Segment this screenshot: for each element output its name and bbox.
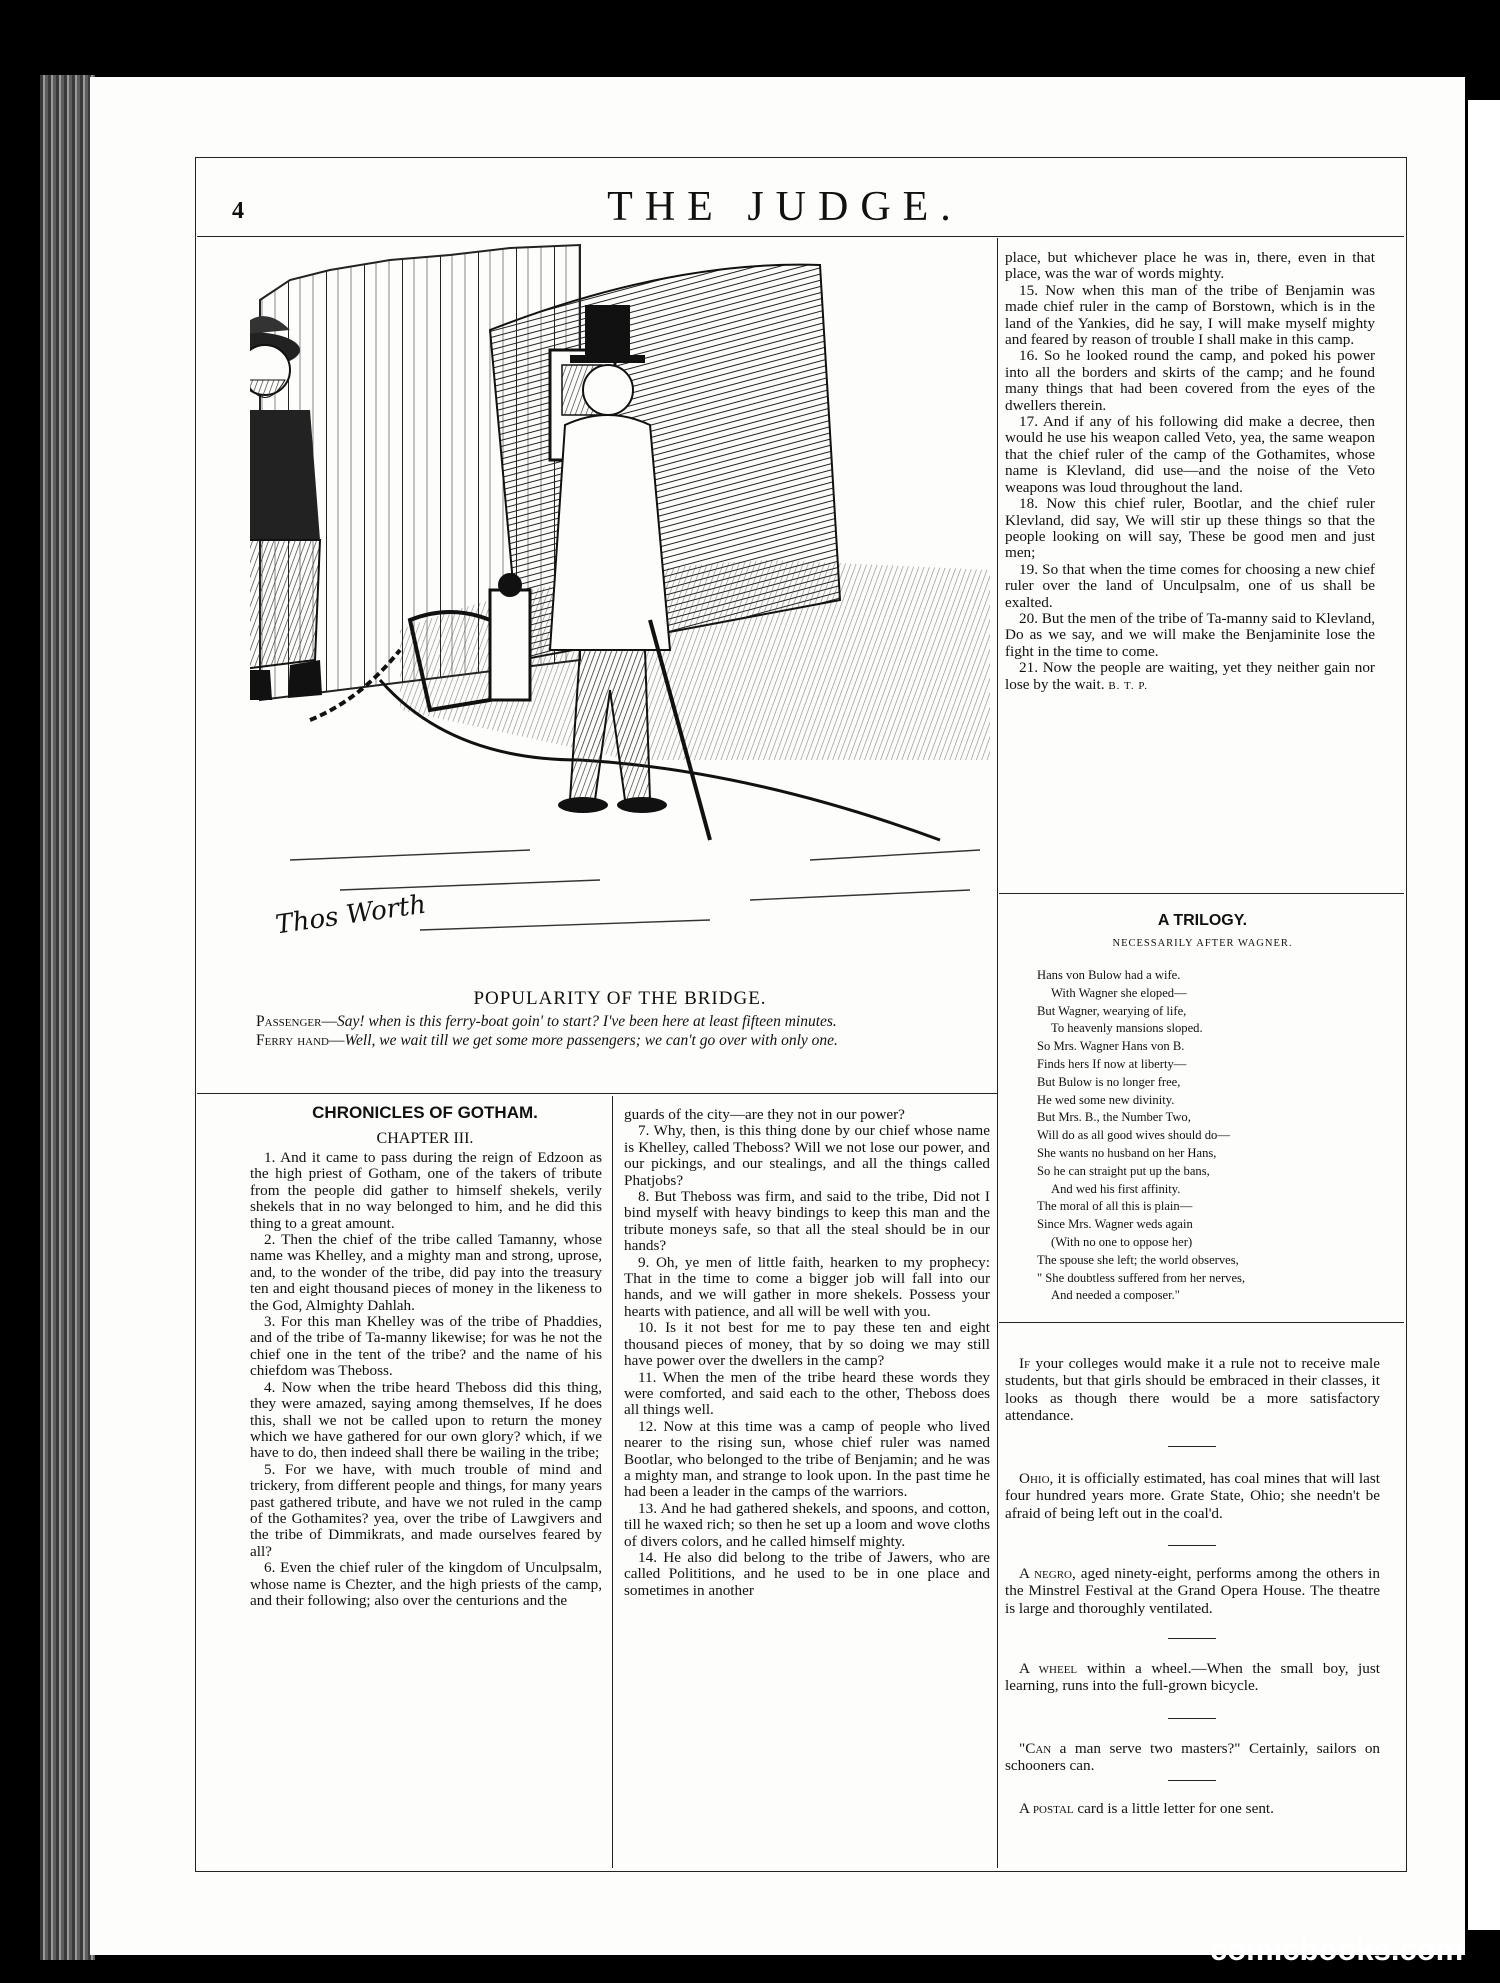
paragraph: guards of the city—are they not in our power? xyxy=(624,1106,905,1123)
ferryhand-line: Well, we wait till we get some more passengers; we can't go over with only one. xyxy=(344,1032,838,1049)
paragraph-text: within a wheel.—When the small boy, just learning, runs into the full-grown bicycle. xyxy=(1005,1660,1380,1695)
ferryhand-speaker: Ferry hand xyxy=(256,1032,330,1049)
poem-line: To heavenly mansions sloped. xyxy=(1051,1021,1203,1036)
paragraph: 9. Oh, ye men of little faith, hearken to my prophecy: That in the time to come a bigger job will fall into our hands, and we will gather in more shekels. Possess your hearts with patience, and all will be well with you. xyxy=(624,1253,990,1320)
watermark: comicbooks.com xyxy=(1210,1932,1464,1967)
chronicles-end-rule xyxy=(999,893,1404,894)
chronicles-column-3 xyxy=(1005,250,1375,694)
paragraph: 2. Then the chief of the tribe called Tamanny, whose name was Khelley, and a mighty man and strong, uprose, and, to the wonder of the tribe, did pay into the treasury ten and eight thousand pieces of money in the likeness to the God, Almighty Dahlah. xyxy=(250,1231,602,1314)
masthead: THE JUDGE. xyxy=(607,184,963,230)
passenger-line: Say! when is this ferry-boat goin' to start? I've been here at least fifteen minutes. xyxy=(336,1013,837,1030)
paragraph-text: 21. Now the people are waiting, yet they neither gain nor lose by the wait. xyxy=(1005,659,1375,693)
facing-page-edge xyxy=(1468,100,1500,1930)
paragraph: 15. Now when this man of the tribe of Benjamin was made chief ruler in the camp of Borstown, which is in the land of the Yankies, did he say, I will make myself mighty and feared by reason of trouble I shall make in this camp. xyxy=(1005,281,1375,349)
chapter-heading: CHAPTER III. xyxy=(376,1130,474,1147)
page-number: 4 xyxy=(232,198,244,224)
lead-word: Ohio, xyxy=(1019,1470,1054,1487)
lead-word: A wheel xyxy=(1019,1660,1078,1677)
wheel-paragraph xyxy=(1005,1660,1380,1695)
paragraph: 1. And it came to pass during the reign of Edzoon as the high priest of Gotham, one of the takers of tribute from the people did gather to himself shekels, verily shekels that in no way belonged to him, and he did this thing to a great amount. xyxy=(250,1149,602,1232)
artist-signature: Thos Worth xyxy=(273,889,428,941)
poem-line: Hans von Bulow had a wife. xyxy=(1037,968,1181,982)
poem-line: She wants no husband on her Hans, xyxy=(1037,1145,1217,1160)
postal-paragraph xyxy=(1005,1800,1380,1817)
paragraph: 8. But Theboss was firm, and said to the tribe, Did not I bind myself with heavy bindings to keep this man and the tribute moneys safe, so that all the steal should be in our hands? xyxy=(624,1188,990,1255)
trilogy-title: A TRILOGY. xyxy=(1157,912,1248,929)
poem-line: The moral of all this is plain— xyxy=(1037,1199,1193,1214)
colleges-paragraph xyxy=(1005,1355,1380,1425)
paragraph: 14. He also did belong to the tribe of Jawers, who are called Polititions, and he used to be in one place and sometimes in another xyxy=(624,1548,990,1599)
poem-line: The spouse she left; the world observes, xyxy=(1037,1252,1239,1267)
poem-line: He wed some new divinity. xyxy=(1037,1092,1175,1107)
column-rule-right xyxy=(997,238,998,1868)
lead-word: A postal xyxy=(1019,1800,1074,1817)
paragraph xyxy=(1005,660,1375,694)
paragraph: 3. For this man Khelley was of the tribe of Phaddies, and of the tribe of Ta-manny likewise; for was he not the chief one in the tent of the tribe? and the name of his chiefdom was Theboss. xyxy=(250,1313,602,1380)
divider xyxy=(1168,1718,1216,1719)
paragraph: 10. Is it not best for me to pay these ten and eight thousand pieces of money, that by so doing we may still have power over the dwellers in the camp? xyxy=(624,1319,990,1370)
poem-line: Will do as all good wives should do— xyxy=(1037,1128,1230,1143)
signoff: B. T. P. xyxy=(1108,679,1149,692)
chronicles-column-2 xyxy=(624,1107,990,1599)
paragraph: 12. Now at this time was a camp of people who lived nearer to the rising sun, whose chief ruler was named Bootlar, who belonged to the tribe of Benjamin; and he was a mighty man, and strange to look upon. In the past time he had been a leader in the camps of the warriors. xyxy=(624,1417,990,1501)
trilogy-subtitle: NECESSARILY AFTER WAGNER. xyxy=(1112,938,1293,949)
poem-line: But Wagner, wearying of life, xyxy=(1037,1003,1187,1018)
poem-line: And wed his first affinity. xyxy=(1051,1181,1181,1196)
masters-paragraph xyxy=(1005,1740,1380,1775)
paragraph: 16. So he looked round the camp, and poked his power into all the borders and skirts of the camp; and he found many things that had been covered from the eyes of the dwellers therein. xyxy=(1005,347,1375,414)
poem-line: So he can straight put up the bans, xyxy=(1037,1163,1210,1178)
book-page-edges xyxy=(40,75,95,1960)
poem-line: (With no one to oppose her) xyxy=(1051,1234,1193,1249)
column-rule-left xyxy=(612,1096,613,1868)
trilogy-end-rule xyxy=(999,1322,1404,1323)
lead-word: "Can xyxy=(1019,1740,1052,1757)
ohio-paragraph xyxy=(1005,1470,1380,1522)
paragraph: 6. Even the chief ruler of the kingdom of Unculpsalm, whose name is Chezter, and the high priests of the camp, and their following; also over the centurions and the xyxy=(250,1559,602,1609)
paragraph: 7. Why, then, is this thing done by our chief whose name is Khelley, called Theboss? Will we not lose our power, and our pickings, and our stealings, and all the things called Phatjobs? xyxy=(624,1122,990,1189)
chronicles-column-1 xyxy=(250,1150,602,1609)
poem-line: But Mrs. B., the Number Two, xyxy=(1037,1110,1191,1125)
poem-line: " She doubtless suffered from her nerves, xyxy=(1037,1270,1246,1285)
paragraph: 4. Now when the tribe heard Theboss did this thing, they were amazed, saying among themselves, If he does this, shall we not be called upon to return the money which we have gathered for our own glory? which, if we have to do, then indeed shall there be wailing in the tribe; xyxy=(250,1378,602,1462)
paragraph-text: a man serve two masters?" Certainly, sailors on schooners can. xyxy=(1005,1740,1381,1775)
lead-word: A negro, xyxy=(1019,1565,1076,1582)
divider xyxy=(1168,1780,1216,1781)
cartoon-title: POPULARITY OF THE BRIDGE. xyxy=(473,988,767,1009)
poem-line: With Wagner she eloped— xyxy=(1051,985,1187,1000)
paragraph: 13. And he had gathered shekels, and spoons, and cotton, till he waxed rich; so then he set up a loom and wove cloths of divers colors, and he called himself mighty. xyxy=(624,1499,990,1550)
trilogy-poem xyxy=(1037,967,1397,1305)
divider xyxy=(1168,1638,1216,1639)
poem-line: Since Mrs. Wagner weds again xyxy=(1037,1217,1193,1232)
cartoon-caption xyxy=(256,1012,988,1050)
paragraph: place, but whichever place he was in, there, even in that place, was the war of words mighty. xyxy=(1005,249,1375,283)
divider xyxy=(1168,1446,1216,1447)
cartoon-bottom-rule xyxy=(197,1093,997,1094)
divider xyxy=(1168,1545,1216,1546)
passenger-speaker: Passenger xyxy=(256,1013,322,1030)
negro-paragraph xyxy=(1005,1565,1380,1617)
poem-line: But Bulow is no longer free, xyxy=(1037,1074,1181,1089)
paragraph: 19. So that when the time comes for choosing a new chief ruler over the land of Unculpsalm, one of us shall be exalted. xyxy=(1005,560,1375,611)
cartoon-illustration xyxy=(250,240,990,980)
masthead-rule xyxy=(197,236,1404,237)
paragraph-text: it is officially estimated, has coal mines that will last four hundred years more. Grate State, Ohio; she needn't be afraid of being left out in the coal'd. xyxy=(1005,1470,1380,1522)
paragraph: 20. But the men of the tribe of Ta-manny said to Klevland, Do as we say, and we will make the Benjaminite lose the fight in the time to come. xyxy=(1005,609,1375,660)
paragraph: 18. Now this chief ruler, Bootlar, and the chief ruler Klevland, did say, We will stir up these things so that the people looking on will say, These be good men and just men; xyxy=(1005,495,1375,562)
ferry-boat-scene xyxy=(250,240,990,980)
ferryhand-dialogue: Ferry hand—Well, we wait till we get some more passengers; we can't go over with only one. xyxy=(256,1032,838,1049)
passenger-dialogue: Passenger—Say! when is this ferry-boat goin' to start? I've been here at least fifteen minutes. xyxy=(256,1013,837,1030)
paragraph-text: aged ninety-eight, performs among the others in the Minstrel Festival at the Grand Opera House. The theatre is large and thoroughly ventilated. xyxy=(1005,1565,1381,1617)
poem-line: And needed a composer." xyxy=(1051,1288,1180,1303)
chronicles-title: CHRONICLES OF GOTHAM. xyxy=(312,1103,538,1122)
paragraph: 5. For we have, with much trouble of mind and trickery, from different people and things, for many years past gathered tribute, and have we not ruled in the camp of the Gothamites? yea, over the tribe of Lawgivers and the tribe of Dimmikrats, and made ourselves feared by all? xyxy=(250,1460,602,1560)
paragraph: 11. When the men of the tribe heard these words they were comforted, and said each to the other, Theboss does all things well. xyxy=(624,1368,990,1419)
poem-line: So Mrs. Wagner Hans von B. xyxy=(1037,1039,1185,1054)
lead-word: If xyxy=(1019,1355,1031,1372)
paragraph-text: your colleges would make it a rule not to receive male students, but that girls should be embraced in their classes, it looks as though there would be a more satisfactory attendance. xyxy=(1005,1355,1380,1425)
paragraph-text: card is a little letter for one sent. xyxy=(1077,1800,1274,1817)
paragraph: 17. And if any of his following did make a decree, then would he use his weapon called Veto, yea, the same weapon that the chief ruler of the camp of the Gothamites, whose name is Klevland, did use—and the noise of the Veto weapons was loud throughout the land. xyxy=(1005,413,1375,496)
poem-line: Finds hers If now at liberty— xyxy=(1037,1056,1187,1071)
